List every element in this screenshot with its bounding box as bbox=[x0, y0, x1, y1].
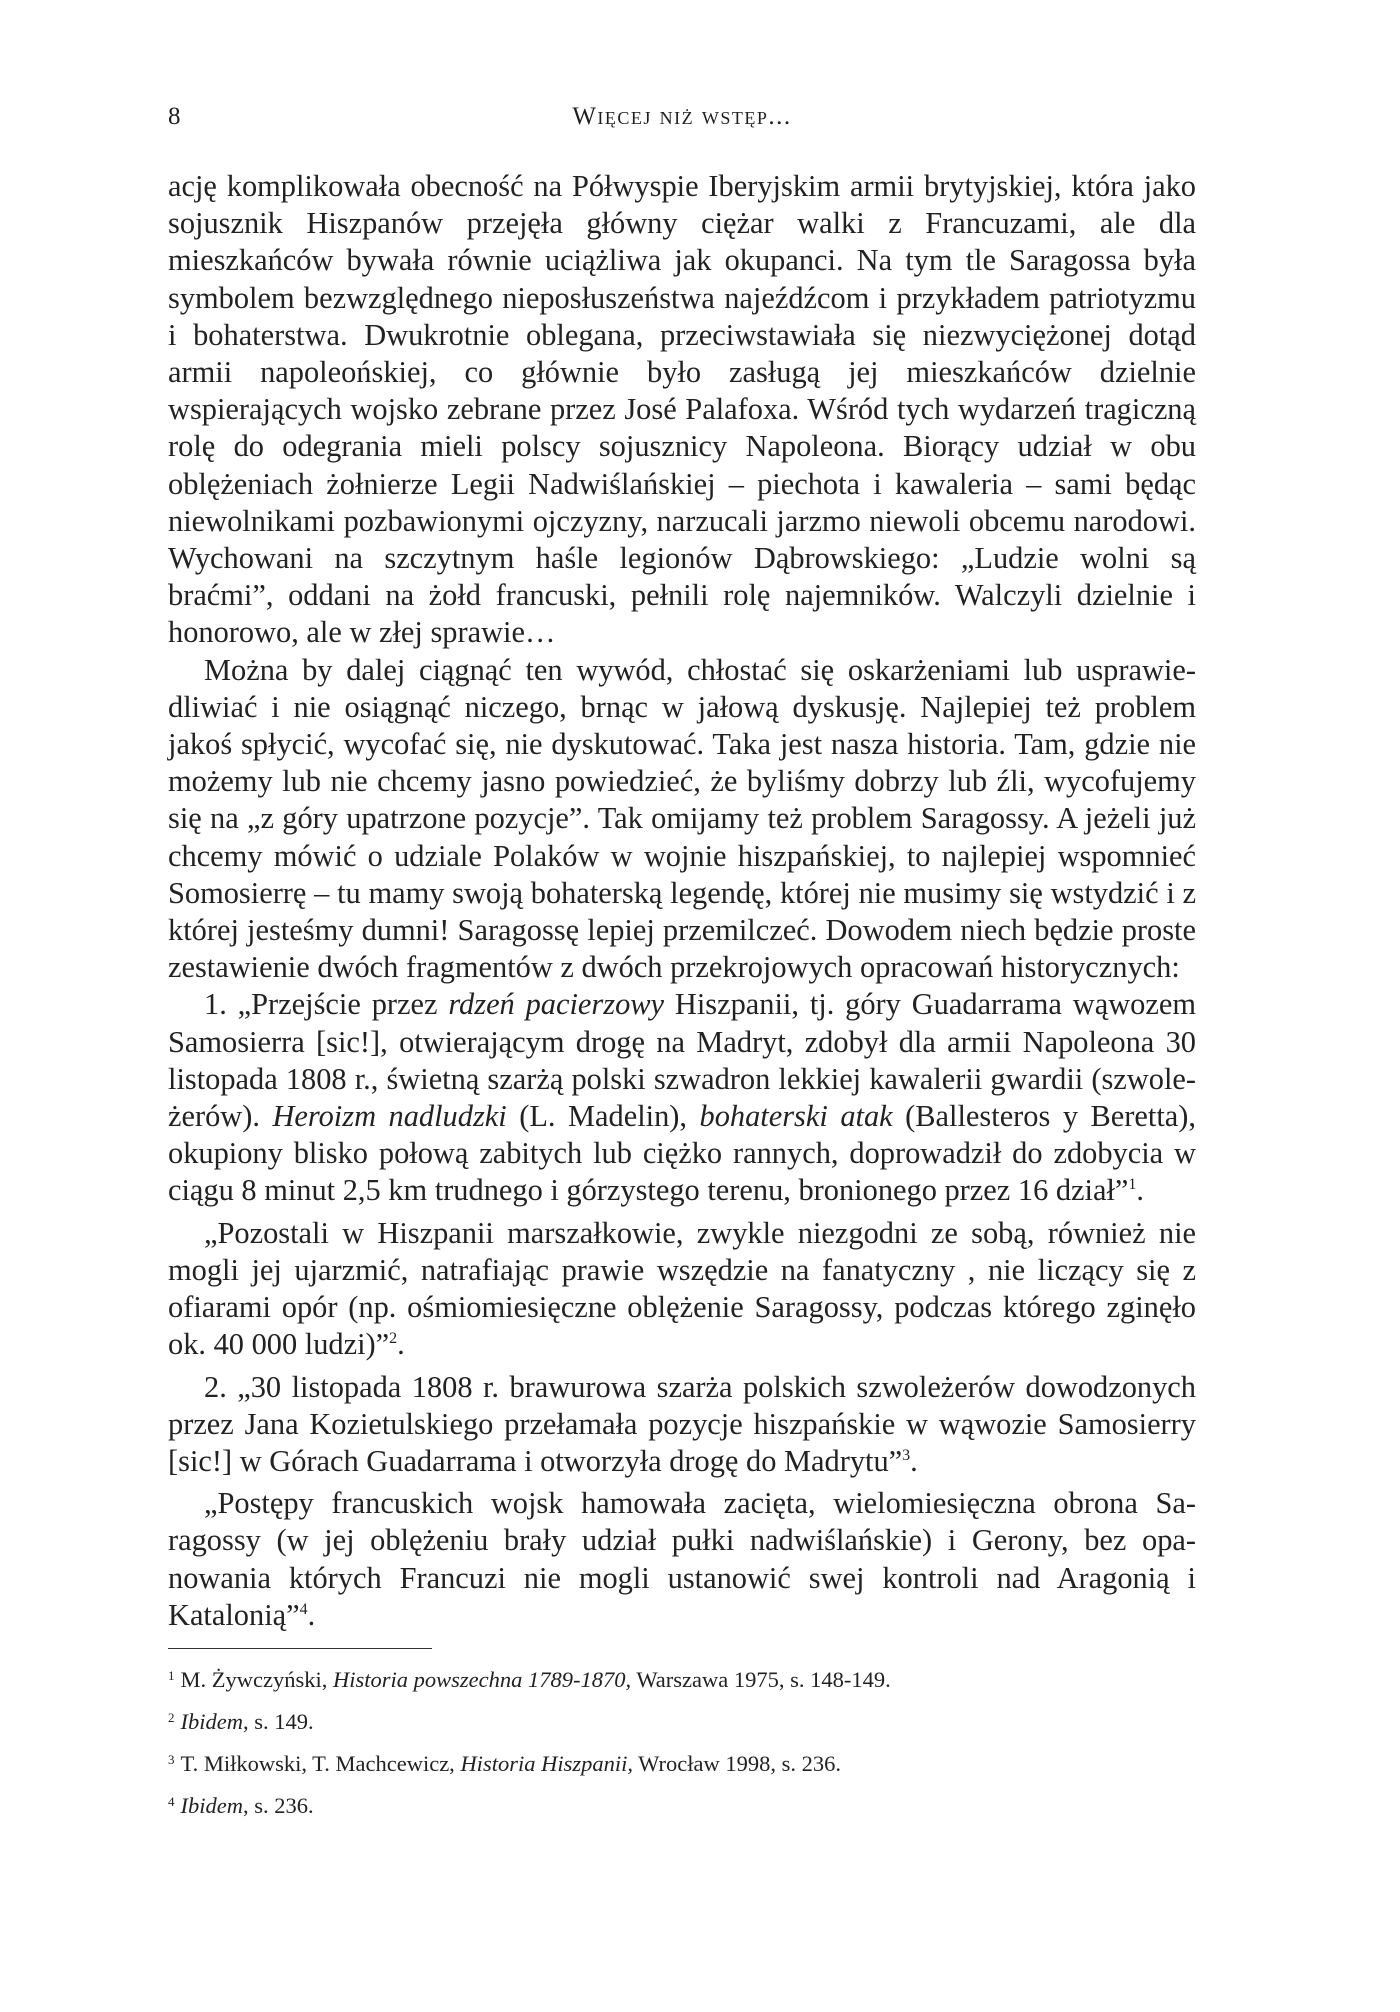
main-text bbox=[168, 168, 1196, 1825]
footnote-3: $^3$ T. Miłkowski, T. Machcewicz, Historia Hiszpanii, Wrocław 1998, s. 236. bbox=[168, 1750, 841, 1776]
footnote-divider bbox=[168, 1648, 432, 1649]
paragraph-1: ację komplikowała obecność na Półwyspie Iberyjskim armii brytyjskiej, która jako sojusznik Hiszpanów przejęła główny ciężar walki z Francuzami, ale dla mieszkańców bywała równie uciążliwa jak okupanci. Na tym tle Saragossa była symbolem bezwzględnego nieposłuszeństwa najeźdźcom i przykładem patriotyzmu i bohaterstwa. Dwukrotnie oblegana, przeciwstawiała się niezwyciężonej dotąd armii napoleońskiej, co głównie było zasługą jej mieszkańców dzielnie wspierających wojsko zebrane przez José Palafoxa. Wśród tych wydarzeń tragiczną rolę do odegrania mieli polscy sojusznicy Napoleona. Biorący udział w obu oblężeniach żołnierze Legii Nadwiślańskiej – piechota i kawaleria – sami będąc niewolnikami pozbawionymi ojczyzny, narzucali jarzmo niewoli obcemu narodowi. Wychowani na szczytnym haśle legionów Dąbrowskiego: „Ludzie wolni są braćmi”, oddani na żołd francuski, pełnili rolę najemników. Walczyli dzielnie i honorowo, ale w złej sprawie… bbox=[168, 169, 1196, 650]
footnote-1: $^1$ M. Żywczyński, Historia powszechna 1789-1870, Warszawa 1975, s. 148-149. bbox=[168, 1666, 891, 1692]
quote-2: „Pozostali w Hiszpanii marszałkowie, zwykle niezgodni ze sobą, również nie mogli jej ujarzmić, natrafiając prawie wszędzie na fanatyczny , nie liczący się z ofiarami opór (np. ośmiomiesięczne oblężenie Saragossy, podczas którego zginęło ok. 40 000 ludzi)”$^2$. bbox=[168, 1215, 1196, 1362]
footnote-ref-1[interactable]: 1 bbox=[1128, 1176, 1137, 1194]
page-number: 8 bbox=[168, 103, 181, 130]
footnote-4: $^4$ Ibidem, s. 236. bbox=[168, 1792, 314, 1818]
quote-4: „Postępy francuskich wojsk hamowała zacięta, wielomiesięczna obrona Saragossy (w jej oblężeniu brały udział pułki nadwiślańskie) i Gerony, bez opanowania których Francuzi nie mogli ustanowić swej kontroli nad Aragonią i Katalonią”$^4$. bbox=[168, 1486, 1196, 1632]
quote-3: 2. „30 listopada 1808 r. brawurowa szarża polskich szwoleżerów dowodzonych przez Jana Kozietulskiego przełamała pozycje hiszpańskie w wąwozie Samosierry [sic!] w Górach Guadarrama i otworzyła drogę do Madrytu”$^3$. bbox=[168, 1369, 1196, 1478]
quote-1: 1. „Przejście przez rdzeń pacierzowy Hiszpanii, tj. góry Guadarrama wąwozem Samosierra [sic!], otwierającym drogę na Madryt, zdobył dla armii Napoleona 30 listopada 1808 r., świetną szarżą polski szwadron lekkiej kawalerii gwardii (szwoleżerów). Heroizm nadludzki (L. Madelin), bohaterski atak (Ballesteros y Beretta), okupiony blisko połową zabitych lub ciężko rannych, doprowadził do zdobycia w ciągu 8 minut 2,5 km trudnego i górzystego terenu, bronionego przez 16 dział”$^1$. bbox=[168, 987, 1196, 1208]
footnotes bbox=[168, 1657, 1196, 1825]
running-head: Więcej niż wstęp... bbox=[572, 103, 792, 130]
footnote-ref-4[interactable]: 4 bbox=[299, 1600, 308, 1618]
footnote-ref-2[interactable]: 2 bbox=[389, 1330, 398, 1348]
footnote-2: $^2$ Ibidem, s. 149. bbox=[168, 1708, 314, 1734]
page-header bbox=[168, 103, 1196, 139]
paragraph-2: Można by dalej ciągnąć ten wywód, chłostać się oskarżeniami lub usprawiedliwiać i nie osiągnąć niczego, brnąc w jałową dyskusję. Najlepiej też problem jakoś spłycić, wycofać się, nie dyskutować. Taka jest nasza historia. Tam, gdzie nie możemy lub nie chcemy jasno powiedzieć, że byliśmy dobrzy lub źli, wycofujemy się na „z góry upatrzone pozycje”. Tak omijamy też problem Saragossy. A jeżeli już chcemy mówić o udziale Polaków w wojnie hiszpańskiej, to najlepiej wspomnieć Somosierrę – tu mamy swoją bohaterską legendę, której nie musimy się wstydzić i z której jesteśmy dumni! Saragossę lepiej przemilczeć. Dowodem niech będzie proste zestawienie dwóch fragmentów z dwóch przekrojowych opracowań historycznych: bbox=[168, 652, 1196, 985]
footnote-ref-3[interactable]: 3 bbox=[902, 1446, 911, 1464]
